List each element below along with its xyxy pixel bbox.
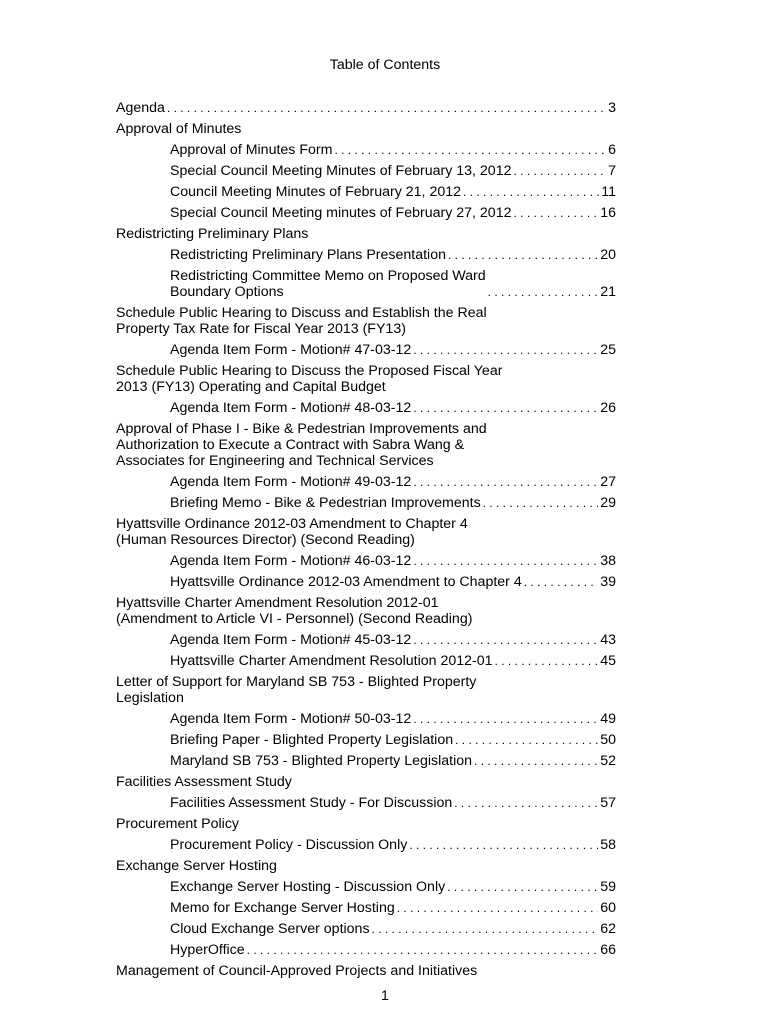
toc-entry-label: Procurement Policy - Discussion Only bbox=[170, 836, 408, 853]
toc-entry-label: Exchange Server Hosting - Discussion Only bbox=[170, 878, 446, 895]
toc-section-heading[interactable]: Management of Council-Approved Projects and Initiatives bbox=[116, 962, 478, 979]
dot-leader bbox=[513, 163, 606, 179]
toc-entry-page: 43 bbox=[600, 631, 616, 648]
dot-leader bbox=[167, 100, 606, 116]
toc-entry-label: Cloud Exchange Server options bbox=[170, 920, 370, 937]
dot-leader bbox=[334, 142, 606, 158]
toc-entry-page: 16 bbox=[600, 204, 616, 221]
page-title: Table of Contents bbox=[329, 57, 441, 73]
dot-leader bbox=[247, 942, 599, 958]
toc-entry-page: 25 bbox=[600, 341, 616, 358]
toc-entry-label: Agenda bbox=[116, 99, 165, 116]
toc-entry[interactable] bbox=[116, 181, 616, 202]
toc-entry-label: Special Council Meeting Minutes of February 13, 2012 bbox=[170, 162, 512, 179]
toc-entry[interactable] bbox=[116, 650, 616, 671]
toc-entry-page: 3 bbox=[608, 99, 616, 116]
dot-leader bbox=[372, 921, 599, 937]
toc-entry-label: Facilities Assessment Study - For Discussion bbox=[170, 794, 453, 811]
toc-entry-label: Agenda Item Form - Motion# 50-03-12 bbox=[170, 710, 412, 727]
dot-leader bbox=[483, 495, 599, 511]
table-of-contents bbox=[116, 97, 616, 981]
toc-entry[interactable] bbox=[116, 571, 616, 592]
toc-entry-page: 26 bbox=[600, 399, 616, 416]
toc-entry[interactable] bbox=[116, 708, 616, 729]
dot-leader bbox=[413, 632, 598, 648]
toc-entry-page: 21 bbox=[600, 283, 616, 300]
toc-entry[interactable] bbox=[116, 897, 616, 918]
toc-entry-label: Agenda Item Form - Motion# 48-03-12 bbox=[170, 399, 412, 416]
toc-section-heading[interactable]: Redistricting Preliminary Plans bbox=[116, 225, 309, 242]
dot-leader bbox=[495, 653, 599, 669]
dot-leader bbox=[413, 553, 598, 569]
toc-entry-page: 50 bbox=[600, 731, 616, 748]
toc-entry-label: Council Meeting Minutes of February 21, 2012 bbox=[170, 183, 462, 200]
toc-section-heading[interactable]: Facilities Assessment Study bbox=[116, 773, 292, 790]
toc-entry-label: Hyattsville Ordinance 2012-03 Amendment to Chapter 4 bbox=[170, 573, 522, 590]
toc-entry-page: 59 bbox=[600, 878, 616, 895]
toc-entry-label: Agenda Item Form - Motion# 46-03-12 bbox=[170, 552, 412, 569]
dot-leader bbox=[454, 795, 598, 811]
toc-section-heading[interactable]: Hyattsville Charter Amendment Resolution 2012-01 (Amendment to Article VI - Personnel) (Second Reading) bbox=[116, 594, 473, 627]
toc-entry[interactable] bbox=[116, 629, 616, 650]
toc-section-heading[interactable]: Approval of Phase I - Bike & Pedestrian Improvements and Authorization to Execute a Contract with Sabra Wang & Associates for Engineering and Technical Services bbox=[116, 420, 487, 469]
toc-entry-label: HyperOffice bbox=[170, 941, 245, 958]
dot-leader bbox=[513, 205, 598, 221]
toc-section-heading[interactable]: Schedule Public Hearing to Discuss and Establish the Real Property Tax Rate for Fiscal Year 2013 (FY13) bbox=[116, 304, 487, 337]
toc-entry-page: 11 bbox=[601, 183, 616, 200]
toc-entry-page: 45 bbox=[600, 652, 616, 669]
toc-entry-page: 49 bbox=[600, 710, 616, 727]
toc-sections bbox=[116, 118, 616, 981]
toc-entry-label: Approval of Minutes Form bbox=[170, 141, 333, 158]
toc-entry[interactable] bbox=[116, 750, 616, 771]
toc-section-heading[interactable]: Schedule Public Hearing to Discuss the Proposed Fiscal Year 2013 (FY13) Operating and Capital Budget bbox=[116, 362, 503, 395]
toc-entry[interactable] bbox=[116, 834, 616, 855]
toc-entry-label: Maryland SB 753 - Blighted Property Legislation bbox=[170, 752, 473, 769]
toc-entry-page: 6 bbox=[608, 141, 616, 158]
toc-entry[interactable] bbox=[116, 939, 616, 960]
toc-entry-label: Briefing Memo - Bike & Pedestrian Improvements bbox=[170, 494, 481, 511]
toc-entry-label: Redistricting Committee Memo on Proposed Ward Boundary Options bbox=[170, 267, 486, 300]
toc-entry[interactable] bbox=[116, 550, 616, 571]
dot-leader bbox=[413, 342, 598, 358]
toc-section-heading[interactable]: Exchange Server Hosting bbox=[116, 857, 277, 874]
toc-entry-page: 60 bbox=[600, 899, 616, 916]
dot-leader bbox=[447, 879, 598, 895]
toc-entry-page: 58 bbox=[600, 836, 616, 853]
toc-entry-page: 20 bbox=[600, 246, 616, 263]
toc-entry-label: Redistricting Preliminary Plans Presentation bbox=[170, 246, 446, 263]
toc-entry[interactable] bbox=[116, 202, 616, 223]
toc-entry[interactable] bbox=[116, 729, 616, 750]
dot-leader bbox=[455, 732, 598, 748]
toc-entry[interactable] bbox=[116, 492, 616, 513]
toc-entry-label: Hyattsville Charter Amendment Resolution 2012-01 bbox=[170, 652, 493, 669]
toc-entry[interactable] bbox=[116, 139, 616, 160]
dot-leader bbox=[413, 474, 598, 490]
toc-entry[interactable] bbox=[116, 471, 616, 492]
toc-entry-page: 27 bbox=[600, 473, 616, 490]
toc-entry-page: 62 bbox=[600, 920, 616, 937]
toc-entry[interactable] bbox=[116, 918, 616, 939]
dot-leader bbox=[524, 574, 598, 590]
toc-entry[interactable] bbox=[116, 792, 616, 813]
dot-leader bbox=[409, 837, 598, 853]
toc-entry-page: 57 bbox=[600, 794, 616, 811]
dot-leader bbox=[413, 400, 598, 416]
toc-entry-label: Special Council Meeting minutes of February 27, 2012 bbox=[170, 204, 512, 221]
toc-section-heading[interactable]: Approval of Minutes bbox=[116, 120, 242, 137]
toc-entry[interactable] bbox=[116, 876, 616, 897]
toc-entry-label: Briefing Paper - Blighted Property Legislation bbox=[170, 731, 454, 748]
toc-entry[interactable] bbox=[116, 339, 616, 360]
toc-entry-page: 29 bbox=[600, 494, 616, 511]
dot-leader bbox=[413, 711, 598, 727]
toc-entry[interactable] bbox=[116, 160, 616, 181]
toc-section-heading[interactable]: Hyattsville Ordinance 2012-03 Amendment to Chapter 4 (Human Resources Director) (Second Reading) bbox=[116, 515, 468, 548]
toc-entry-label: Agenda Item Form - Motion# 49-03-12 bbox=[170, 473, 412, 490]
dot-leader bbox=[474, 753, 598, 769]
toc-entry[interactable] bbox=[116, 265, 616, 302]
toc-entry-page: 7 bbox=[608, 162, 616, 179]
toc-section-heading[interactable]: Procurement Policy bbox=[116, 815, 240, 832]
toc-entry[interactable] bbox=[116, 397, 616, 418]
toc-entry-label: Agenda Item Form - Motion# 45-03-12 bbox=[170, 631, 412, 648]
dot-leader bbox=[463, 184, 599, 200]
toc-entry-label: Memo for Exchange Server Hosting bbox=[170, 899, 395, 916]
dot-leader bbox=[448, 247, 598, 263]
toc-section-heading[interactable]: Letter of Support for Maryland SB 753 - Blighted Property Legislation bbox=[116, 673, 477, 706]
toc-entry-page: 38 bbox=[600, 552, 616, 569]
toc-entry-page: 39 bbox=[600, 573, 616, 590]
dot-leader bbox=[397, 900, 598, 916]
toc-entry-agenda[interactable] bbox=[116, 97, 616, 118]
toc-entry[interactable] bbox=[116, 244, 616, 265]
dot-leader bbox=[488, 284, 599, 300]
toc-entry-page: 52 bbox=[600, 752, 616, 769]
toc-entry-page: 66 bbox=[600, 941, 616, 958]
page-number: 1 bbox=[381, 988, 389, 1004]
toc-entry-label: Agenda Item Form - Motion# 47-03-12 bbox=[170, 341, 412, 358]
